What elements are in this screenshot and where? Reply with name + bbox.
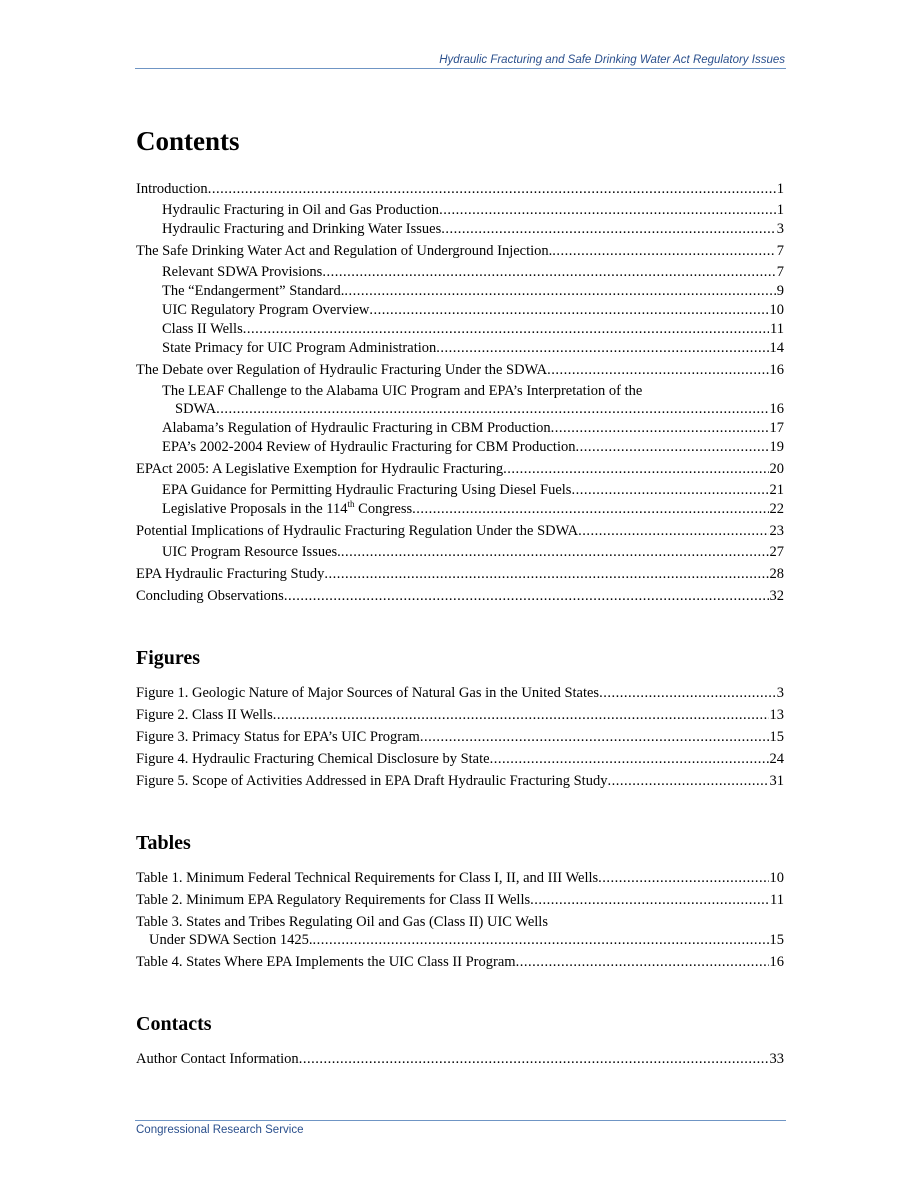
- toc-entry-title: UIC Program Resource Issues.: [162, 544, 341, 560]
- table-entry[interactable]: [136, 953, 784, 971]
- toc-entry[interactable]: [136, 242, 784, 260]
- contents-heading: Contents: [136, 126, 240, 156]
- toc-entry[interactable]: [136, 201, 784, 219]
- toc-entry-title: The Safe Drinking Water Act and Regulation of Underground Injection.: [136, 243, 553, 259]
- leader-dots: [208, 180, 776, 198]
- toc-entry-title: EPAct 2005: A Legislative Exemption for Hydraulic Fracturing: [136, 461, 504, 477]
- toc-entry-page: 31: [769, 773, 784, 789]
- toc-entry-title: Table 3. States and Tribes Regulating Oil and Gas (Class II) UIC Wells: [136, 914, 548, 930]
- toc-entry-page: 3: [776, 221, 784, 237]
- contact-entry[interactable]: [136, 1050, 784, 1068]
- leader-dots: [273, 706, 769, 724]
- tables-heading: Tables: [136, 832, 191, 854]
- toc-entry-page: 15: [769, 729, 784, 745]
- toc-entry[interactable]: [136, 522, 784, 540]
- toc-entry-page: 27: [769, 544, 784, 560]
- toc-entry-page: 15: [769, 932, 784, 948]
- leader-dots: [341, 543, 769, 561]
- toc-entry-page: 21: [769, 482, 784, 498]
- toc-entry-title: Alabama’s Regulation of Hydraulic Fracturing in CBM Production: [162, 420, 551, 436]
- toc-entry-page: 19: [769, 439, 784, 455]
- toc-entry[interactable]: [136, 320, 784, 338]
- figure-entry[interactable]: [136, 750, 784, 768]
- toc-entry-page: 16: [769, 401, 784, 417]
- leader-dots: [324, 565, 768, 583]
- toc-entry[interactable]: [136, 481, 784, 499]
- toc-entry-title: Class II Wells: [162, 321, 243, 337]
- toc-entry[interactable]: [136, 460, 784, 478]
- toc-entry[interactable]: [136, 438, 784, 456]
- toc-entry-title: Author Contact Information: [136, 1051, 299, 1067]
- toc-entry-page: 14: [769, 340, 784, 356]
- toc-entry[interactable]: [136, 500, 784, 518]
- leader-dots: [412, 500, 768, 518]
- leader-dots: [598, 869, 768, 887]
- toc-entry-title-sup: th: [347, 499, 355, 510]
- toc-entry-page: 16: [769, 362, 784, 378]
- table-entry[interactable]: [136, 913, 784, 949]
- toc-entry[interactable]: [136, 543, 784, 561]
- toc-content: [136, 124, 784, 1068]
- leader-dots: [243, 320, 769, 338]
- toc-entry-title: Figure 5. Scope of Activities Addressed in EPA Draft Hydraulic Fracturing Study: [136, 773, 608, 789]
- leader-dots: [530, 891, 769, 909]
- toc-entry[interactable]: [136, 220, 784, 238]
- toc-entry-title: Figure 4. Hydraulic Fracturing Chemical Disclosure by State: [136, 751, 490, 767]
- toc-entry-title: [162, 500, 412, 518]
- leader-dots: [490, 750, 769, 768]
- leader-dots: [551, 419, 769, 437]
- toc-entry-title: EPA Guidance for Permitting Hydraulic Fracturing Using Diesel Fuels: [162, 482, 572, 498]
- contacts-heading: Contacts: [136, 1013, 212, 1035]
- leader-dots: [344, 282, 775, 300]
- toc-entry-title: Introduction: [136, 181, 208, 197]
- leader-dots: [578, 522, 768, 540]
- toc-entry-page: 33: [769, 1051, 784, 1067]
- toc-entry-title: EPA Hydraulic Fracturing Study: [136, 566, 325, 582]
- toc-entry[interactable]: [136, 301, 784, 319]
- figure-entry[interactable]: [136, 684, 784, 702]
- toc-entry-title: Table 4. States Where EPA Implements the UIC Class II Program: [136, 954, 516, 970]
- toc-entry-title: Potential Implications of Hydraulic Fracturing Regulation Under the SDWA: [136, 523, 579, 539]
- footer-publisher: Congressional Research Service: [136, 1124, 304, 1136]
- toc-entry-page: 16: [769, 954, 784, 970]
- leader-dots: [420, 728, 769, 746]
- toc-entry-title: Table 2. Minimum EPA Regulatory Requirements for Class II Wells: [136, 892, 531, 908]
- toc-entry-page: 9: [776, 283, 784, 299]
- toc-entry-page: 11: [770, 892, 784, 908]
- toc-entry-title: The “Endangerment” Standard.: [162, 283, 345, 299]
- leader-dots: [322, 263, 775, 281]
- running-header: Hydraulic Fracturing and Safe Drinking Water Act Regulatory Issues: [439, 54, 785, 66]
- leader-dots: [503, 460, 768, 478]
- toc-entry-page: 17: [769, 420, 784, 436]
- leader-dots: [571, 481, 768, 499]
- toc-entry-title: UIC Regulatory Program Overview: [162, 302, 370, 318]
- toc-entry[interactable]: [136, 419, 784, 437]
- toc-entry-page: 7: [776, 264, 784, 280]
- toc-entry-title-cont: SDWA: [175, 401, 217, 417]
- leader-dots: [439, 201, 776, 219]
- toc-entry-title-pre: Legislative Proposals in the 114: [162, 501, 348, 517]
- toc-entry-title-post: Congress: [354, 501, 413, 517]
- leader-dots: [441, 220, 776, 238]
- toc-entry-title: Table 1. Minimum Federal Technical Requirements for Class I, II, and III Wells: [136, 870, 599, 886]
- leader-dots: [599, 684, 776, 702]
- toc-entry-page: 3: [776, 685, 784, 701]
- header-rule: [135, 68, 786, 69]
- leader-dots: [516, 953, 769, 971]
- toc-entry[interactable]: [136, 361, 784, 379]
- leader-dots: [575, 438, 768, 456]
- toc-entry[interactable]: [136, 382, 784, 418]
- toc-entry-title: Hydraulic Fracturing and Drinking Water Issues: [162, 221, 442, 237]
- toc-entry-page: 24: [769, 751, 784, 767]
- toc-entry-page: 13: [769, 707, 784, 723]
- toc-entry-title: Figure 2. Class II Wells: [136, 707, 273, 723]
- table-entry[interactable]: [136, 869, 784, 887]
- toc-entry-page: 10: [769, 302, 784, 318]
- leader-dots: [369, 301, 768, 319]
- toc-entry-page: 1: [776, 202, 784, 218]
- toc-entry[interactable]: [136, 282, 784, 300]
- toc-entry-page: 32: [769, 588, 784, 604]
- toc-entry-title: The LEAF Challenge to the Alabama UIC Program and EPA’s Interpretation of the: [162, 383, 643, 399]
- toc-entry-title: Concluding Observations: [136, 588, 284, 604]
- toc-entry-title: EPA’s 2002-2004 Review of Hydraulic Fracturing for CBM Production: [162, 439, 576, 455]
- figure-entry[interactable]: [136, 728, 784, 746]
- toc-entry-page: 22: [769, 501, 784, 517]
- toc-entry[interactable]: [136, 587, 784, 605]
- leader-dots: [547, 361, 768, 379]
- toc-entry-title: The Debate over Regulation of Hydraulic Fracturing Under the SDWA: [136, 362, 548, 378]
- toc-entry-page: 11: [770, 321, 784, 337]
- footer-rule: [135, 1120, 786, 1121]
- toc-entry-title: Hydraulic Fracturing in Oil and Gas Production: [162, 202, 440, 218]
- toc-entry[interactable]: [136, 263, 784, 281]
- toc-entry-page: 23: [769, 523, 784, 539]
- toc-entry[interactable]: [136, 565, 784, 583]
- leader-dots: [436, 339, 768, 357]
- leader-dots: [607, 772, 768, 790]
- leader-dots: [284, 587, 769, 605]
- toc-entry-page: 10: [769, 870, 784, 886]
- figure-entry[interactable]: [136, 772, 784, 790]
- toc-entry[interactable]: [136, 339, 784, 357]
- leader-dots: [313, 931, 769, 949]
- toc-entry-page: 20: [769, 461, 784, 477]
- table-entry[interactable]: [136, 891, 784, 909]
- toc-entry-title-cont: Under SDWA Section 1425.: [149, 932, 313, 948]
- figure-entry[interactable]: [136, 706, 784, 724]
- leader-dots: [552, 242, 775, 260]
- toc-entry-title: State Primacy for UIC Program Administration: [162, 340, 437, 356]
- toc-entry-title: Figure 3. Primacy Status for EPA’s UIC Program: [136, 729, 420, 745]
- toc-entry-page: 1: [776, 181, 784, 197]
- leader-dots: [216, 400, 768, 418]
- toc-entry-page: 28: [769, 566, 784, 582]
- toc-entry[interactable]: [136, 180, 784, 198]
- toc-entry-title: Relevant SDWA Provisions: [162, 264, 323, 280]
- leader-dots: [299, 1050, 769, 1068]
- toc-entry-page: 7: [776, 243, 784, 259]
- figures-heading: Figures: [136, 647, 201, 669]
- toc-entry-title: Figure 1. Geologic Nature of Major Sources of Natural Gas in the United States: [136, 685, 600, 701]
